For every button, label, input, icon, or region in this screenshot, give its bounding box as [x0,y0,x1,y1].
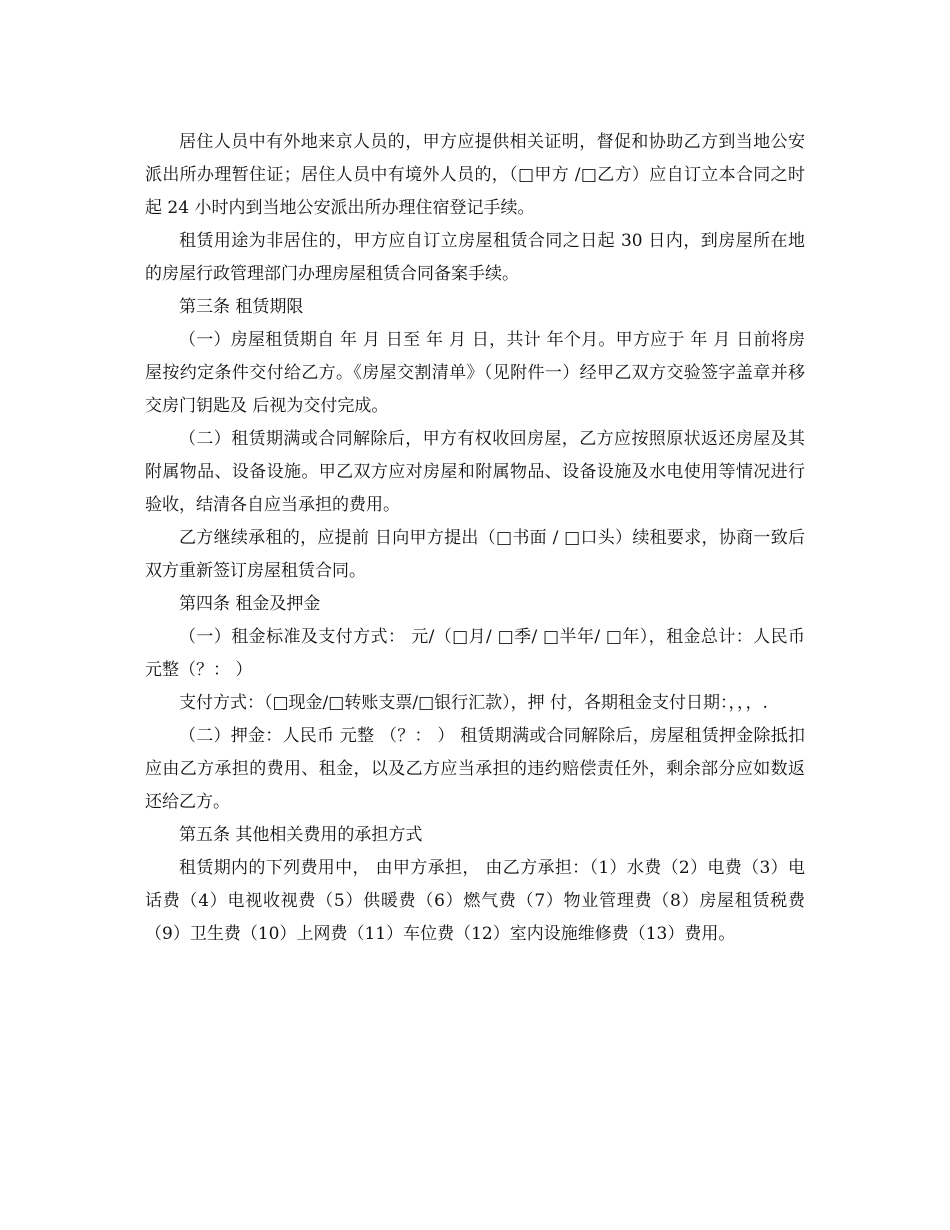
paragraph-non-residential-use: 租赁用途为非居住的，甲方应自订立房屋租赁合同之日起 30 日内，到房屋所在地的房屋行政管理部门办理房屋租赁合同备案手续。 [145,231,805,284]
paragraph-payment-method: 支付方式：（□现金/□转账支票/□银行汇款），押 付，各期租金支付日期：，，，. [179,693,768,713]
paragraph-rent-standard: （一）租金标准及支付方式： 元/（□月/ □季/ □半年/ □年），租金总计：人民币 元整（？： ） [145,627,805,680]
article-4-heading: 第四条 租金及押金 [179,594,321,614]
paragraph-foreign-residents: 居住人员中有外地来京人员的，甲方应提供相关证明，督促和协助乙方到当地公安派出所办理暂住证；居住人员中有境外人员的，（□甲方 /□乙方）应自订立本合同之时起 24 小时内到当地公安派出所办理住宿登记手续。 [145,132,805,218]
article-5-heading: 第五条 其他相关费用的承担方式 [179,825,423,845]
paragraph-lease-term: （一）房屋租赁期自 年 月 日至 年 月 日，共计 年个月。甲方应于 年 月 日前将房屋按约定条件交付给乙方。《房屋交割清单》（见附件一）经甲乙双方交验签字盖章并移交房门钥匙及 后视为交付完成。 [145,330,805,416]
paragraph-other-fees: 租赁期内的下列费用中， 由甲方承担， 由乙方承担：（1）水费（2）电费（3）电话费（4）电视收视费（5）供暖费（6）燃气费（7）物业管理费（8）房屋租赁税费（9）卫生费（10）上网费（11）车位费（12）室内设施维修费（13）费用。 [145,858,805,944]
article-3-heading: 第三条 租赁期限 [179,297,304,317]
paragraph-lease-expiry: （二）租赁期满或合同解除后，甲方有权收回房屋，乙方应按照原状返还房屋及其附属物品、设备设施。甲乙双方应对房屋和附属物品、设备设施及水电使用等情况进行验收，结清各自应当承担的费用。 [145,429,805,515]
document-body [145,126,805,951]
paragraph-lease-renewal: 乙方继续承租的，应提前 日向甲方提出（□书面 / □口头）续租要求，协商一致后双方重新签订房屋租赁合同。 [145,528,805,581]
paragraph-deposit: （二）押金：人民币 元整 （？： ） 租赁期满或合同解除后，房屋租赁押金除抵扣应由乙方承担的费用、租金，以及乙方应当承担的违约赔偿责任外，剩余部分应如数返还给乙方。 [145,726,805,812]
